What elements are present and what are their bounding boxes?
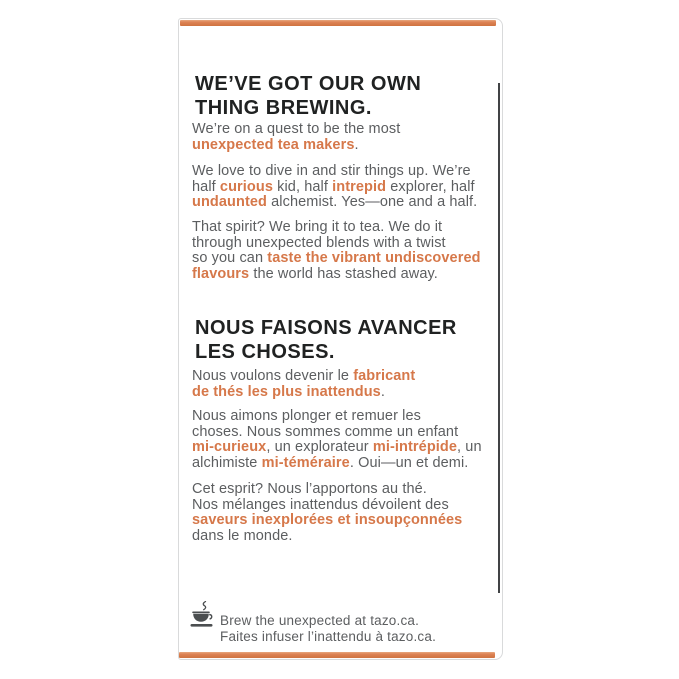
text-segment: , un explorateur xyxy=(266,439,373,455)
text-line xyxy=(192,138,400,154)
text-segment: through unexpected blends with a twist xyxy=(192,234,446,251)
english-heading-line-2: THING BREWING. xyxy=(195,97,372,119)
english-heading xyxy=(195,72,421,120)
text-segment: We’re on a quest to be the most xyxy=(192,121,401,137)
box-panel xyxy=(178,18,503,660)
teacup-icon xyxy=(190,601,215,629)
text-segment: Cet esprit? Nous l’apportons au thé. xyxy=(192,481,427,497)
highlighted-text: saveurs inexplorées et insoupçonnées xyxy=(192,512,463,528)
text-line xyxy=(192,440,482,456)
text-segment: . xyxy=(354,136,359,153)
text-segment: alchemist. Yes—one and a half. xyxy=(267,194,478,210)
highlighted-text: intrepid xyxy=(332,178,387,195)
highlighted-text: mi-curieux xyxy=(192,439,267,455)
bottom-orange-edge-bar xyxy=(179,652,495,658)
footer-line-french: Faites infuser l’inattendu à tazo.ca. xyxy=(220,628,437,644)
text-segment: kid, half xyxy=(273,178,333,195)
text-segment: so you can xyxy=(192,250,268,266)
text-segment: half xyxy=(192,178,220,195)
text-line xyxy=(192,369,415,385)
text-line xyxy=(192,220,481,236)
highlighted-text: mi-intrépide xyxy=(372,439,458,455)
text-line xyxy=(192,251,481,267)
text-line xyxy=(192,513,462,529)
french-paragraph-2 xyxy=(192,409,482,471)
top-orange-edge-bar xyxy=(180,20,496,26)
footer-line-english: Brew the unexpected at tazo.ca. xyxy=(220,613,420,628)
english-heading-line-1: WE’VE GOT OUR OWN xyxy=(195,73,422,95)
text-line xyxy=(192,482,462,498)
text-segment: Nous aimons plonger et remuer les xyxy=(192,408,421,424)
text-segment: . Oui—un et demi. xyxy=(349,454,469,471)
highlighted-text: taste the vibrant undiscovered xyxy=(267,250,481,266)
highlighted-text: flavours xyxy=(192,265,250,282)
text-line xyxy=(192,425,482,441)
french-paragraph-1 xyxy=(192,369,415,400)
highlighted-text: undaunted xyxy=(192,194,268,210)
text-segment: Nos mélanges inattendus dévoilent des xyxy=(192,496,449,513)
english-paragraph-1 xyxy=(192,122,400,153)
text-line xyxy=(192,195,477,211)
text-segment: dans le monde. xyxy=(192,527,293,544)
highlighted-text: curious xyxy=(219,178,273,195)
text-line xyxy=(192,180,477,196)
text-line xyxy=(192,456,482,472)
text-line xyxy=(192,409,482,425)
french-heading-line-1: NOUS FAISONS AVANCER xyxy=(195,317,457,339)
text-segment: . xyxy=(380,383,385,400)
french-heading-line-2: LES CHOSES. xyxy=(195,341,335,363)
text-segment: choses. Nous sommes comme un enfant xyxy=(192,423,459,440)
text-line xyxy=(192,122,400,138)
french-paragraph-3 xyxy=(192,482,462,544)
highlighted-text: de thés les plus inattendus xyxy=(192,383,381,400)
text-segment: the world has stashed away. xyxy=(249,265,438,282)
text-segment: We love to dive in and stir things up. We’re xyxy=(192,163,471,179)
text-line xyxy=(192,267,481,283)
text-segment: That spirit? We bring it to tea. We do it xyxy=(192,219,443,235)
footer-note xyxy=(220,613,436,644)
text-segment: explorer, half xyxy=(386,178,475,195)
text-line xyxy=(192,236,481,252)
text-line xyxy=(192,385,415,401)
text-line xyxy=(192,498,462,514)
french-heading xyxy=(195,316,457,364)
text-segment: Nous voulons devenir le xyxy=(192,368,354,384)
text-segment: , un xyxy=(457,439,482,455)
english-paragraph-3 xyxy=(192,220,481,282)
box-fold-shadow-line xyxy=(498,83,500,593)
text-line xyxy=(192,529,462,545)
text-line xyxy=(192,164,477,180)
text-segment: alchimiste xyxy=(192,454,262,471)
highlighted-text: fabricant xyxy=(353,368,416,384)
english-paragraph-2 xyxy=(192,164,477,211)
highlighted-text: mi-téméraire xyxy=(261,454,350,471)
highlighted-text: unexpected tea makers xyxy=(192,136,355,153)
